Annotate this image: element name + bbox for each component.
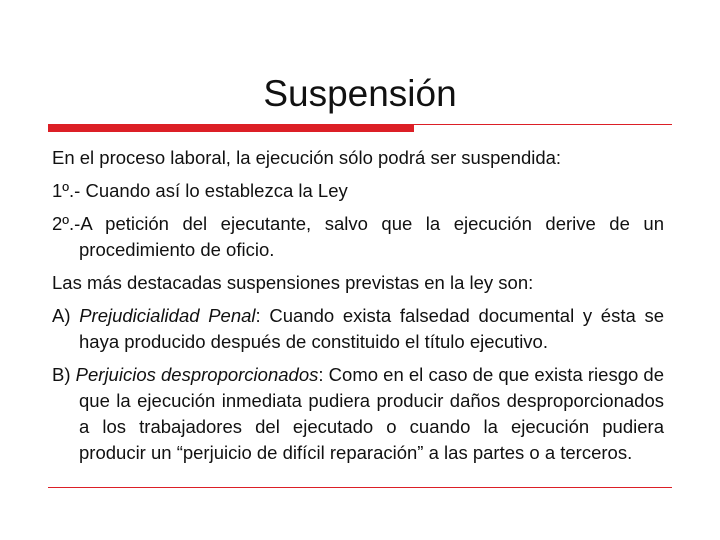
item-b-prefix: B) — [52, 364, 76, 385]
title-underline — [414, 124, 672, 125]
item-b-lead: Perjuicios desproporcionados — [75, 364, 319, 385]
item-a-prefix: A) — [52, 305, 80, 326]
paragraph-item-2 — [52, 211, 664, 263]
slide-title-text: Suspensión — [263, 73, 457, 114]
paragraph-list-intro-text: Las más destacadas suspensiones previstas en la ley son: — [52, 272, 534, 293]
paragraph-item-b — [52, 362, 664, 466]
title-accent-bar — [48, 124, 414, 132]
bottom-rule — [48, 487, 672, 488]
paragraph-item-a — [52, 303, 664, 355]
slide-title — [0, 70, 720, 118]
paragraph-item-1 — [52, 178, 664, 204]
paragraph-item-1-text: 1º.- Cuando así lo establezca la Ley — [52, 180, 348, 201]
item-a-text: : Cuando exista falsedad documental y ésta se haya producido después de constituido el título ejecutivo. — [79, 305, 665, 352]
paragraph-item-2-text: 2º.-A petición del ejecutante, salvo que la ejecución derive de un procedimiento de oficio. — [52, 213, 664, 260]
slide-body — [52, 145, 664, 473]
paragraph-intro — [52, 145, 664, 171]
item-a-lead: Prejudicialidad Penal — [79, 305, 256, 326]
paragraph-list-intro — [52, 270, 664, 296]
item-b-text: : Como en el caso de que exista riesgo de que la ejecución inmediata pudiera producir daños desproporcionados a los trabajadores del ejecutado o cuando la ejecución pudiera producir un “perjuicio de difícil reparación” a las partes o a terceros. — [79, 364, 665, 463]
paragraph-intro-text: En el proceso laboral, la ejecución sólo podrá ser suspendida: — [52, 147, 562, 168]
